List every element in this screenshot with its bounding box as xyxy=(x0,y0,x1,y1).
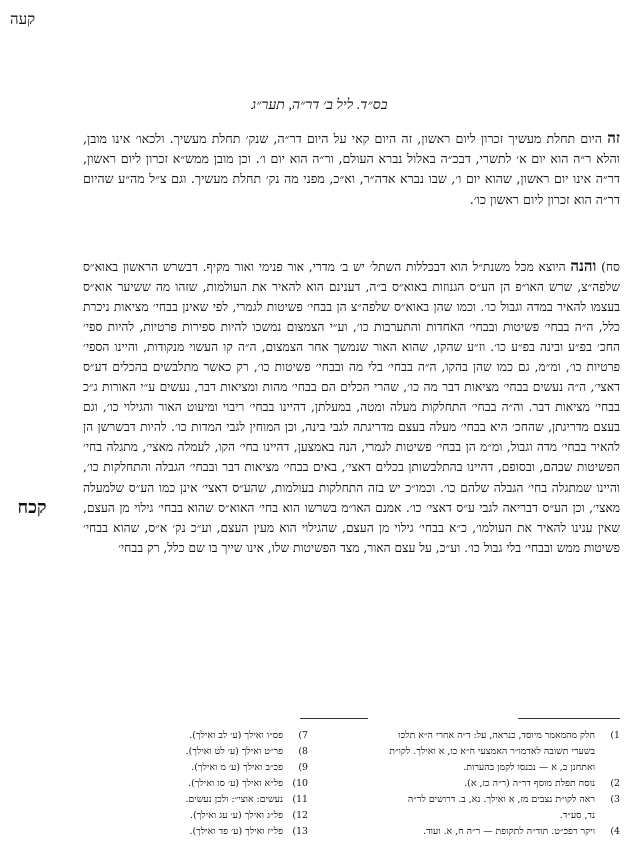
paragraph-2 xyxy=(83,256,620,558)
footnote-text: פר״ט ואילך (ע׳ לט ואילך). xyxy=(185,746,284,757)
footnote xyxy=(330,824,620,840)
footnotes-left-column xyxy=(108,728,308,840)
footnote xyxy=(108,808,308,824)
footnote-text: פל״ז ואילך (ע׳ פד ואילך). xyxy=(189,826,284,837)
footnote-divider-left xyxy=(300,718,368,719)
footnote-number: 3) xyxy=(610,794,620,805)
paragraph-2-text: היוצא מכל משנת״ל הוא דבכללות השתל׳ יש ב׳ מדרי, אור פנימי ואור מקיף. דבשרש הראשון באוא״ס שלפה״צ, שרש האו״פ הן הע״ס הגנוזות באוא״ס ב״ה, דענינם הוא להאיר את העולמות, שזהו מה ששיער אוא״ס בעצמו להאיר במדה וגבול כו׳. וכמו שהן באוא״ס שלפה״צ הן בבחי׳ פשיטות לגמרי, לפי שאינן בבחי׳ מציאות ניכרת כלל, ה״ה בבחי׳ פשיטות ובבחי׳ האחדות והתערבות כו׳, וע״י הצמצום נמשכו להיות ספירות פרטיות, להיות ספי׳ החכ׳ בפ״ע ובינה בפ״ע כו׳. וז״ע שהקו, שהוא האור שנמשך אחר הצמצום, ה״ה קו העשוי מנקודות, והיינו הספי׳ פרטיות כו׳, ומ״מ, גם כמו שהן בהקו, ה״ה בבחי׳ בלי מה ובבחי׳ פשיטות כו׳, רק כאשר מתלבשים בהכלים דע״ס דאצי׳, ה״ה נעשים בבחי׳ מציאות דבר מה כו׳, שהרי הכלים הם בבחי׳ מהות ומציאות דבר, נעשים ע״י האורות ג״כ בבחי׳ מציאות דבר. וה״ה בבחי׳ התחלקות מעלה ומטה, במעלתן, דהיינו בבחי׳ ריבוי ומיעוט האור והגילוי כו׳, וגם בעצם מדריגתן, שהחכ׳ היא בבחי׳ מעלה בעצם מדריגתה לגבי בינה, וכן המוחין לגבי המדות כו׳. להיות דבשרשן הן להאיר בבחי׳ מדה וגבול, ומ״מ הן בבחי׳ פשיטות לגמרי, הנה באמצען, דהיינו בחי׳ הקו, לעמלה מאצי׳, מתגלה בחי׳ הפשיטות שבהם, ובסופם, דהיינו בהתלבשותן בכלים דאצי׳, באים בבחי׳ מציאות דבר ובבחי׳ הגבלה והתחלקות כו׳, והיינו שמתגלה בחי׳ הגבלה שלהם כו׳. וכמו״כ יש בזה התחלקות בעולמות, שהע״ס דאצי׳ אינן כמו הע״ס שלמעלה מאצי׳, וכן הע״ס דבריאה לגבי ע״ס דאצי׳ כו׳. אמנם האו״מ בשרשו הוא בחי׳ האוא״ס שהוא בבחי׳ גילוי מן העצם, שאין ענינו להאיר את העולמו׳, כ״א בבחי׳ גילוי מן העצם, שהגילוי הוא מעין העצם, וע״כ נק׳ א״ס, שהוא בבחי׳ פשיטות ממש ובבחי׳ בלי גבול כו׳. וע״כ, על עצם האור, מצד הפשיטות שלו, אינו שייך בו שם כלל, רק בבחי׳ xyxy=(83,260,620,555)
footnote-number: 13) xyxy=(292,826,308,837)
footnote-text: ואתחנן ב, א — נכנסו לקמן בהערות. xyxy=(463,762,596,773)
footnote-text: נוסח תפלת מוסף דר״ה (ר״ה כז, א). xyxy=(464,778,596,789)
footnote xyxy=(108,792,308,808)
margin-page-ref: קכח xyxy=(17,497,47,518)
footnote-number: 7) xyxy=(298,730,308,741)
footnote xyxy=(108,776,308,792)
footnote xyxy=(330,808,620,824)
footnote-text: פכ״ב ואילך (ע׳ מ ואילך). xyxy=(191,762,284,773)
footnote-text: נד, סע״ד. xyxy=(559,810,596,821)
footnote-number: 10) xyxy=(292,778,308,789)
footnote xyxy=(330,760,620,776)
page-heading: בס״ד. ליל ב׳ דר״ה, תער״ג xyxy=(251,98,388,113)
footnote-text: חלק מהמאמר מיוסד, כנראה, על: ד״ה אחרי ה״א תלכו xyxy=(398,730,596,741)
footnote-text: פל״א ואילך (ע׳ סו ואילך). xyxy=(188,778,284,789)
footnote-text: ויקר רפכ״ט. תוד״ה לתקופת — ר״ה ח, א. ועוד. xyxy=(423,826,596,837)
footnote-number: 12) xyxy=(292,810,308,821)
paragraph-2-lead: והנה xyxy=(570,257,597,275)
footnote-number: 4) xyxy=(610,826,620,837)
footnote-number: 1) xyxy=(610,730,620,741)
footnote-number: 2) xyxy=(610,778,620,789)
footnote-text: בשערי תשובה לאדמו״ר האמצעי ח״א כו, א ואילך. לקו״ת xyxy=(389,746,596,757)
footnote-number: 8) xyxy=(298,746,308,757)
paragraph-1-text: היום תחלת מעשיך זכרון ליום ראשון, זה היום קאי על היום דר״ה, שנק׳ תחלת מעשיך. ולכאו׳ אינו מובן, והלא ר״ה הוא יום א׳ לתשרי, דבכ״ה באלול נברא העולם, ור״ה הוא יום ו׳. וכן מובן ממש״א זכרון ליום ראשון, דר״ה אינו יום ראשון, שהוא יום ו׳, שבו נברא אדה״ר, וא״כ, מפני מה נק׳ תחלת מעשיך. וגם צ״ל מה״ע שהיום דר״ה הוא זכרון ליום ראשון כו׳. xyxy=(83,131,620,207)
footnote-text: ראה לקו״ת נצבים מז, א ואילך. נא, ב. דרושים לר״ה xyxy=(407,794,596,805)
footnote xyxy=(330,776,620,792)
footnote xyxy=(330,728,620,744)
footnote-number: 11) xyxy=(292,794,308,805)
page-number: קעה xyxy=(10,10,36,28)
footnote-text: פל״ג ואילך (ע׳ עג ואילך). xyxy=(190,810,284,821)
paragraph-1-lead: זה xyxy=(607,129,620,147)
footnote-text: פס״ו ואילך (ע׳ לב ואילך). xyxy=(189,730,284,741)
footnote xyxy=(330,744,620,760)
footnotes-right-column xyxy=(330,728,620,840)
section-number: סח) xyxy=(601,260,620,274)
footnote xyxy=(108,760,308,776)
footnote xyxy=(330,792,620,808)
footnote-text: נעשים: אוצי״: ולכן נעשים. xyxy=(185,794,284,805)
footnote xyxy=(108,728,308,744)
footnote-divider-right xyxy=(518,718,620,719)
footnote xyxy=(108,824,308,840)
footnote xyxy=(108,744,308,760)
footnote-number: 9) xyxy=(298,762,308,773)
paragraph-1 xyxy=(83,128,620,210)
